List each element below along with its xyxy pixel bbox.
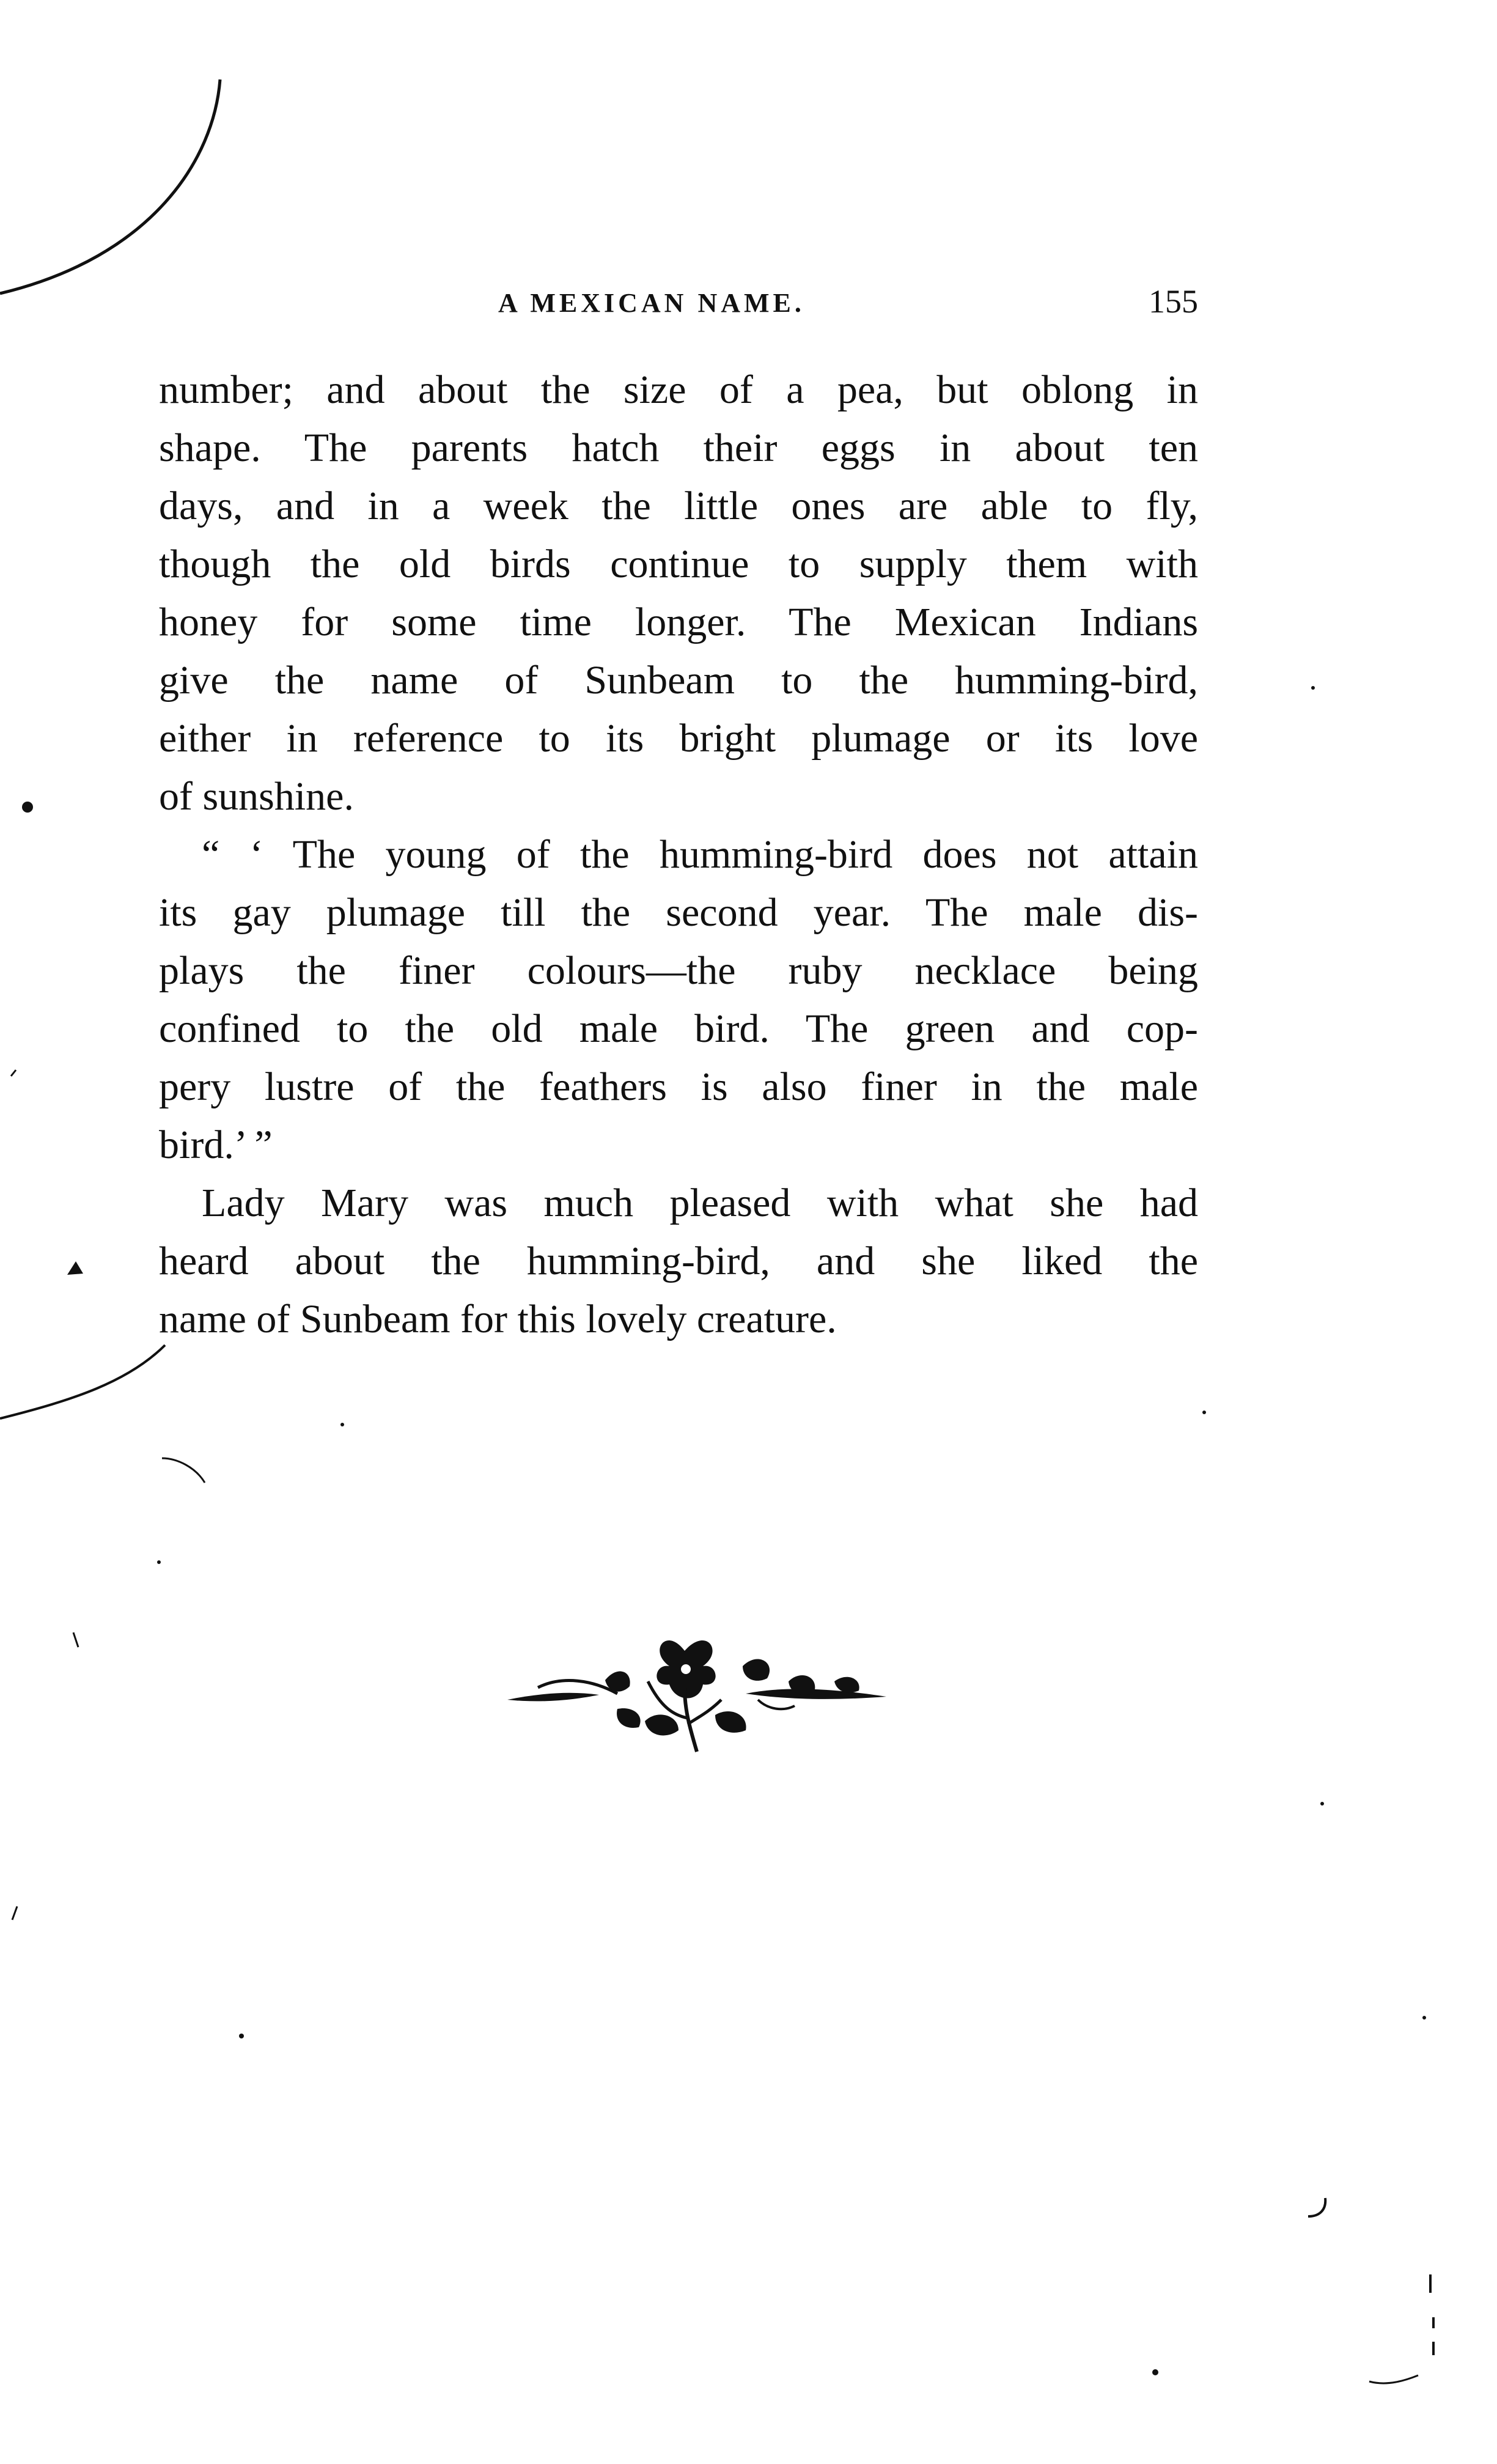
speck	[157, 1560, 161, 1564]
speck	[340, 1423, 344, 1426]
text-line: confined to the old male bird. The green and cop-	[159, 1006, 1198, 1051]
text-line: of sunshine.	[159, 774, 354, 819]
speck	[1369, 2375, 1418, 2383]
speck	[1202, 1411, 1206, 1414]
text-line: though the old birds continue to supply them with	[159, 542, 1198, 586]
speck	[1430, 2274, 1433, 2355]
text-line: number; and about the size of a pea, but oblong in	[159, 367, 1198, 412]
text-line: name of Sunbeam for this lovely creature.	[159, 1297, 837, 1341]
speck	[22, 802, 33, 813]
text-line: give the name of Sunbeam to the humming-bird,	[159, 658, 1198, 703]
text-line: honey for some time longer. The Mexican Indians	[159, 600, 1198, 644]
speck	[1311, 686, 1315, 690]
pen-stroke-mid-left	[0, 1345, 165, 1418]
floral-vignette-icon	[501, 1608, 892, 1761]
speck	[67, 1261, 83, 1275]
text-line: plays the finer colours—the ruby necklace being	[159, 948, 1198, 993]
speck	[1308, 2198, 1325, 2216]
speck	[1320, 1802, 1324, 1806]
speck	[239, 2034, 244, 2038]
paragraph-2	[159, 825, 1198, 1174]
body-text	[159, 361, 1198, 1348]
speck	[1422, 2016, 1426, 2020]
paragraph-1	[159, 361, 1198, 825]
text-line: either in reference to its bright plumage or its love	[159, 716, 1198, 761]
pen-stroke-small	[162, 1458, 205, 1483]
text-line: bird.’ ”	[159, 1123, 273, 1167]
speck	[12, 1906, 17, 1920]
text-line: shape. The parents hatch their eggs in about ten	[159, 426, 1198, 470]
running-head	[159, 282, 1198, 331]
text-line: heard about the humming-bird, and she liked the	[159, 1239, 1198, 1283]
pen-stroke-top-left	[0, 79, 220, 293]
page-number: 155	[1149, 283, 1198, 320]
speck	[1152, 2369, 1158, 2375]
text-line: Lady Mary was much pleased with what she had	[202, 1181, 1198, 1225]
text-line: “ ‘ The young of the humming-bird does not attain	[202, 832, 1198, 877]
speck	[73, 1632, 78, 1647]
text-line: pery lustre of the feathers is also finer in the male	[159, 1064, 1198, 1109]
running-title: A MEXICAN NAME.	[498, 288, 805, 318]
text-line: days, and in a week the little ones are able to fly,	[159, 484, 1198, 528]
speck	[11, 1070, 16, 1076]
paragraph-3	[159, 1174, 1198, 1348]
text-line: its gay plumage till the second year. The male dis-	[159, 890, 1198, 935]
